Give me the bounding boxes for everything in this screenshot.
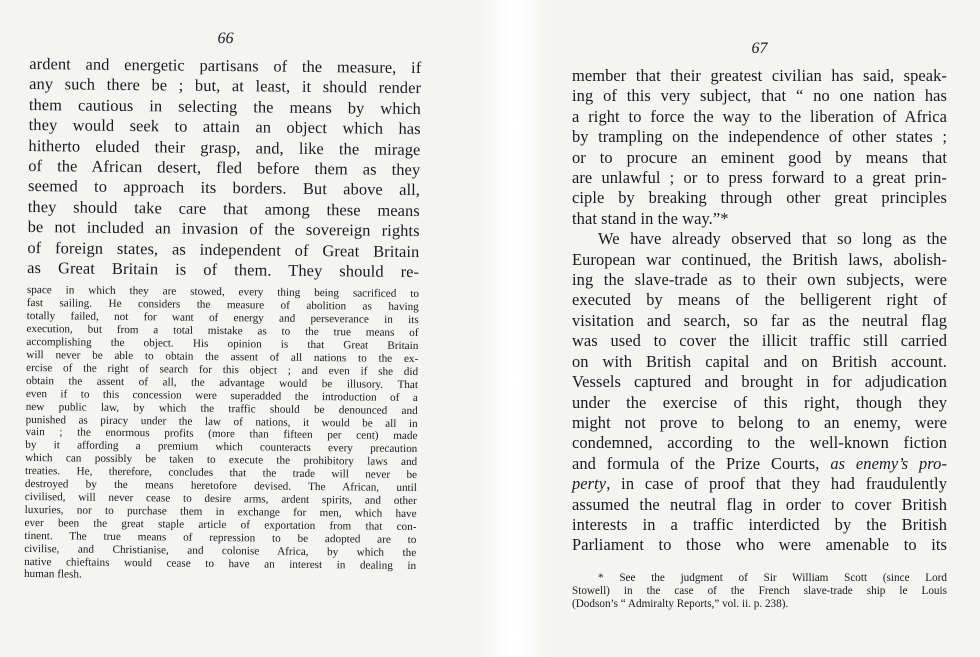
right-body-line: ing the slave-trade as to their own subjects, were [572,270,947,290]
left-page [24,0,422,585]
right-body-line: was used to cover the illicit traffic still carried [572,331,947,351]
left-page-number: 66 [217,29,234,48]
right-body-line: We have already observed that so long as the [598,229,947,249]
right-body-line: Parliament to those who were amenable to its [572,535,947,555]
left-body-line: of foreign states, as independent of Great Britain [27,237,420,261]
right-body-line: or to procure an eminent good by means that [572,147,947,167]
right-body-line: assumed the neutral flag in order to cover British [572,494,947,514]
left-footnote-line: which can possibly be taken to execute the prohibitory laws and [25,452,418,469]
left-body-line: be not included an invasion of the sovereign rights [27,217,420,241]
left-footnote-line: by it affording a premium which counteracts every precaution [25,439,418,456]
left-footnote-line: space in which they are stowed, every thing being sacrificed to [26,284,419,301]
left-body-line: them cautious in selecting the means by which [28,94,421,118]
left-footnote-line: totally failed, not for want of energy and perseverance in its [26,310,419,327]
right-footnote-line: (Dodson’s “ Admiralty Reports,” vol. ii. p. 238). [572,597,789,610]
left-footnote-line: tinent. The true means of repression to be adopted are to [24,529,417,546]
right-body-line-text: and formula of the Prize Courts, [572,453,820,473]
italic-phrase: as enemy’s pro- [830,453,948,473]
book-gutter [478,0,548,657]
left-footnote [24,284,419,585]
left-body-line: any such there be ; but, at least, it should render [29,74,422,98]
right-body-line: interests in a traffic interdicted by the British [572,514,947,534]
left-footnote-line: obtain the assent of all, the advantage would be illusory. That [25,374,419,391]
right-body-line: perty, in case of proof that they had fraudulently [572,474,947,494]
left-footnote-line: even if to this concession were superadded the introduction of a [25,387,418,404]
left-footnote-line: will never be able to obtain the assent of all nations to the ex- [26,348,419,366]
right-body-line: executed by means of the belligerent right of [572,290,947,310]
right-footnote-line: Stowell) in the case of the French slave-trade ship le Louis [572,584,947,597]
right-body-line: under the exercise of this right, though they [572,392,947,412]
right-footnote [572,572,947,611]
right-body-line: a right to force the way to the liberation of Africa [572,106,947,126]
left-body-line: of the African desert, fled before them as they [28,156,421,180]
right-body-line-with-italic [572,454,947,474]
right-body-line-text: perty [572,474,607,494]
left-footnote-line: ercise of the right of search for this object ; and even if she did [26,361,419,378]
right-body-line: ciple by breaking through other great principles [572,188,947,208]
left-body-line: they would seek to attain an object which has [28,115,421,139]
right-body-line: by trampling on the independence of other states ; [572,127,947,147]
right-footnote-line: * See the judgment of Sir William Scott (since Lord [598,571,947,584]
left-body-line: seemed to approach its borders. But above all, [27,176,421,200]
left-footnote-line: civilise, and Christianise, and colonise Africa, by which the [24,542,417,559]
right-body-line: on with British capital and on British account. [572,351,947,371]
right-page-number: 67 [751,40,768,57]
right-body-line: Vessels captured and brought in for adjudication [572,372,947,392]
left-footnote-line: human flesh. [23,568,82,581]
left-footnote-line: punished as piracy under the law of nations, it would be all in [25,413,418,430]
left-footnote-line: execution, but from a total mistake as to the true means of [26,323,419,340]
right-body-line: European war continued, the British laws, abolish- [572,249,947,269]
right-body-text [572,66,947,556]
left-body-line: ardent and energetic partisans of the measure, if [29,53,422,78]
right-body-line: might not prove to belong to an enemy, were [572,412,947,432]
left-footnote-line: accomplishing the object. His opinion is that Great Britain [26,336,419,353]
left-footnote-line: civilised, will never cease to desire arms, ardent spirits, and other [24,490,417,508]
left-footnote-line: fast sailing. He considers the measure of abolition as having [26,297,419,314]
left-footnote-line: new public law, by which the traffic should be denounced and [25,400,418,417]
right-body-line: visitation and search, so far as the neutral flag [572,310,947,330]
right-page [572,0,947,610]
left-footnote-line: luxuries, nor to purchase them in exchange for men, which have [24,503,417,520]
left-footnote-line: vain ; the enormous profits (more than fifteen per cent) made [25,426,418,443]
left-body-text [27,54,421,283]
right-body-line: ing of this very subject, that “ no one nation has [572,86,947,106]
left-footnote-line: ever been the great staple article of exportation from that con- [24,516,417,533]
left-body-line: hitherto eluded their grasp, and, like the mirage [28,135,421,159]
left-footnote-line: native chieftains would cease to have an interest in dealing in [24,555,417,572]
right-body-line: condemned, according to the well-known fiction [572,433,947,453]
right-body-line: member that their greatest civilian has said, speak- [572,66,947,85]
left-body-line: as Great Britain is of them. They should re- [27,258,420,282]
left-footnote-line: treaties. He, therefore, concludes that the trade will never be [25,465,418,482]
left-body-line: they should take care that among these means [27,196,420,220]
right-body-line: that stand in the way.”* [572,208,729,228]
left-footnote-line: destroyed by the means heretofore devised. The African, until [24,478,417,495]
right-body-line: are unlawful ; or to press forward to a great prin- [572,168,947,188]
